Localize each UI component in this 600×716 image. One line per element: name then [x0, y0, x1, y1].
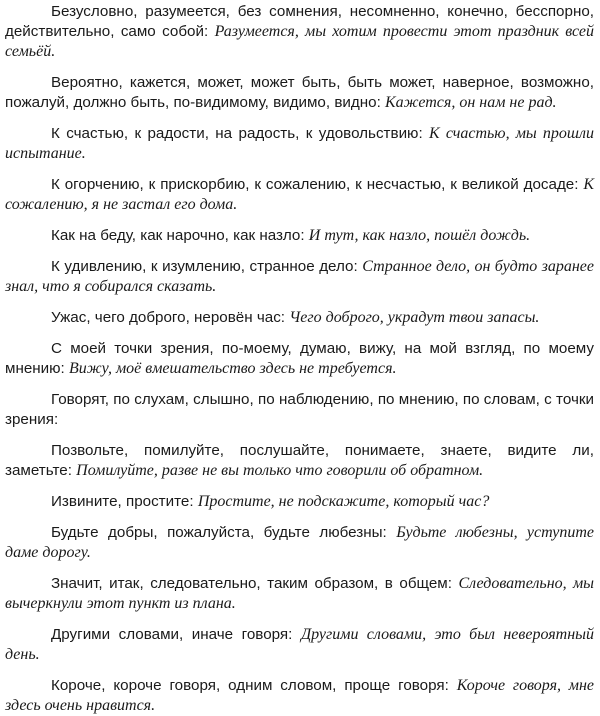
entry-words: Говорят, по слухам, слышно, по наблюдению, по мнению, по словам, с точки зрения:	[5, 391, 594, 428]
entry-example: Чего доброго, украдут твои запасы.	[289, 309, 540, 326]
entry-apology	[5, 492, 594, 512]
entry-conclusion	[5, 574, 594, 614]
entry-words: К удивлению, к изумлению, странное дело:	[51, 258, 358, 275]
entry-example: И тут, как назло, пошёл дождь.	[308, 227, 531, 244]
entry-summary	[5, 676, 594, 716]
entry-attention	[5, 441, 594, 481]
entry-example: Разумеется, мы хотим провести этот праздник всей семьёй.	[5, 23, 594, 60]
entry-rephrase	[5, 625, 594, 665]
entry-example: Простите, не подскажите, который час?	[197, 493, 490, 510]
entry-example: Кажется, он нам не рад.	[385, 94, 557, 111]
entry-example: К счастью, мы прошли испытание.	[5, 125, 594, 162]
entry-example: Будьте любезны, уступите даме дорогу.	[5, 524, 594, 561]
entry-words: Другими словами, иначе говоря:	[51, 626, 293, 643]
entry-politeness	[5, 523, 594, 563]
entry-words: Значит, итак, следовательно, таким образом, в общем:	[51, 575, 452, 592]
entry-words: Извините, простите:	[51, 493, 194, 510]
entry-words: С моей точки зрения, по-моему, думаю, вижу, на мой взгляд, по моему мнению:	[5, 340, 594, 377]
entry-misfortune	[5, 226, 594, 246]
entry-words: Короче, короче говоря, одним словом, проще говоря:	[51, 677, 449, 694]
entry-example: Помилуйте, разве не вы только что говорили об обратном.	[76, 462, 484, 479]
entry-certainty	[5, 2, 594, 62]
entry-example: Странное дело, он будто заранее знал, что я собирался сказать.	[5, 258, 594, 295]
entry-joy	[5, 124, 594, 164]
entry-fear	[5, 308, 594, 328]
entry-words: К счастью, к радости, на радость, к удовольствию:	[51, 125, 423, 142]
entry-example: Следовательно, мы вычеркнули этот пункт из плана.	[5, 575, 594, 612]
entry-example: Вижу, моё вмешательство здесь не требуется.	[69, 360, 397, 377]
entry-source	[5, 390, 594, 430]
entry-opinion	[5, 339, 594, 379]
entry-probability	[5, 73, 594, 113]
entry-example: К сожалению, я не застал его дома.	[5, 176, 594, 213]
entry-regret	[5, 175, 594, 215]
entry-words: Ужас, чего доброго, неровён час:	[51, 309, 286, 326]
entry-words: К огорчению, к прискорбию, к сожалению, к несчастью, к великой досаде:	[51, 176, 579, 193]
entry-words: Вероятно, кажется, может, может быть, быть может, наверное, возможно, пожалуй, должно быть, по-видимому, видимо, видно:	[5, 74, 594, 111]
entry-words: Безусловно, разумеется, без сомнения, несомненно, конечно, бесспорно, действительно, само собой:	[5, 3, 594, 40]
entry-example: Другими словами, это был невероятный день.	[5, 626, 594, 663]
entry-words: Будьте добры, пожалуйста, будьте любезны:	[51, 524, 387, 541]
entry-example: Короче говоря, мне здесь очень нравится.	[5, 677, 594, 714]
entry-words: Как на беду, как нарочно, как назло:	[51, 227, 305, 244]
entry-words: Позвольте, помилуйте, послушайте, понимаете, знаете, видите ли, заметьте:	[5, 442, 594, 479]
entry-surprise	[5, 257, 594, 297]
